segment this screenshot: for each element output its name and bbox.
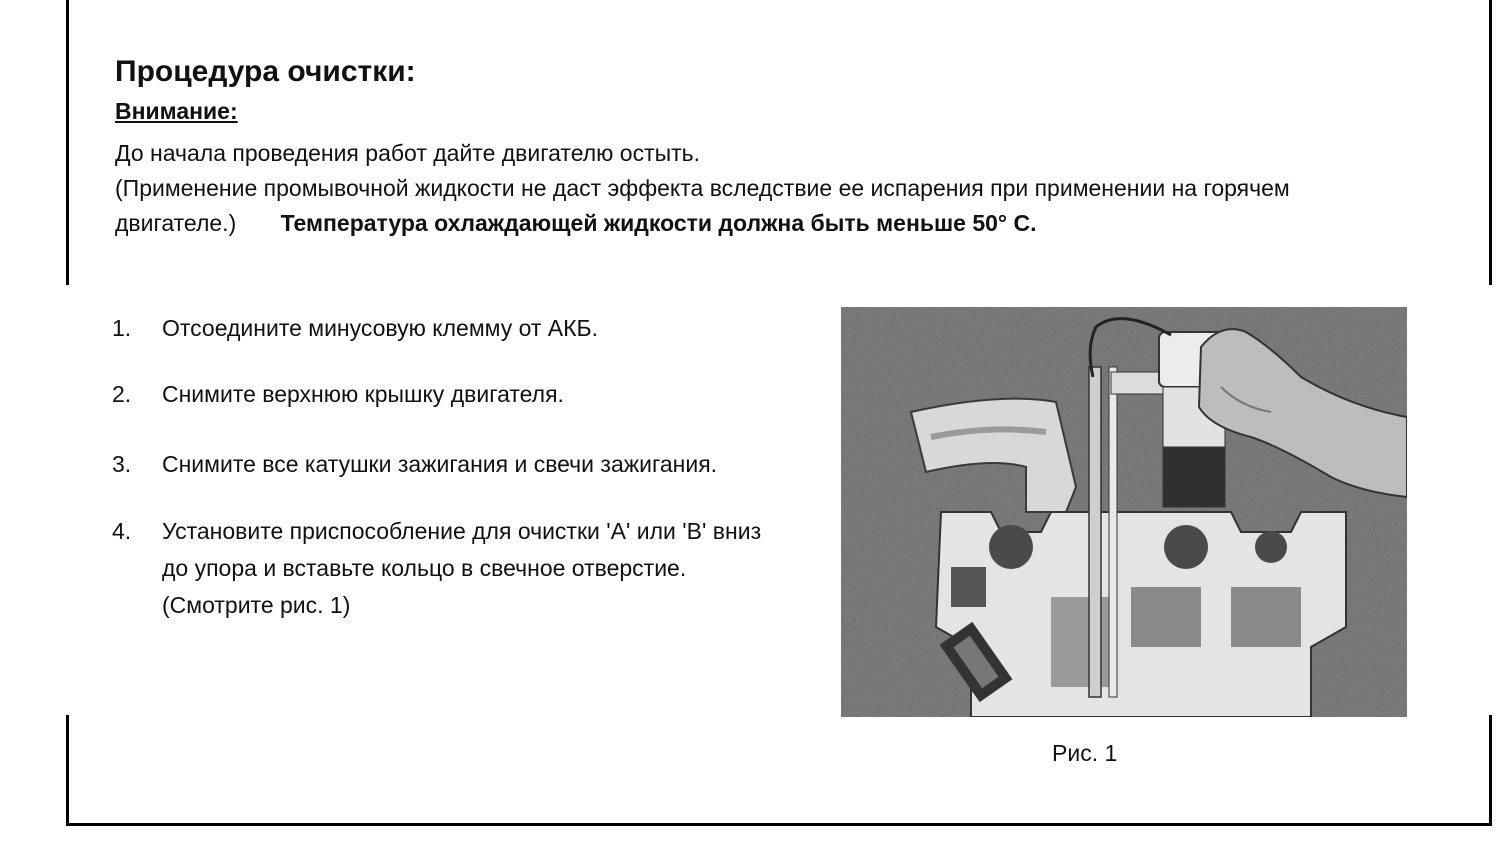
warning-line-2: (Применение промывочной жидкости не даст эффекта вследствие ее испарения при применении на горячем двигателе.) [115,175,1290,236]
step-text: Отсоедините минусовую клемму от АКБ. [162,315,599,341]
figure-caption: Рис. 1 [1052,740,1118,766]
warning-label: Внимание: [115,98,238,124]
warning-line-1: До начала проведения работ дайте двигателю остыть. [115,140,701,166]
frame-left-gap [64,285,72,715]
step-number: 2. [112,381,132,407]
frame-bottom-border [66,823,1492,826]
engine-cleaning-photo [841,307,1407,717]
step-number: 3. [112,451,132,477]
step-text: Установите приспособление для очистки 'A' или 'B' вниз до упора и вставьте кольцо в свечное отверстие. (Смотрите рис. 1) [162,518,762,618]
step-text: Снимите верхнюю крышку двигателя. [162,381,564,407]
step-number: 1. [112,315,132,341]
warning-paragraph [115,136,1415,241]
step-number: 4. [112,518,132,544]
step-text: Снимите все катушки зажигания и свечи зажигания. [162,451,718,477]
temperature-note: Температура охлаждающей жидкости должна быть меньше 50° С. [280,210,1037,236]
page-title: Процедура очистки: [115,55,416,88]
frame-right-gap [1486,285,1494,715]
